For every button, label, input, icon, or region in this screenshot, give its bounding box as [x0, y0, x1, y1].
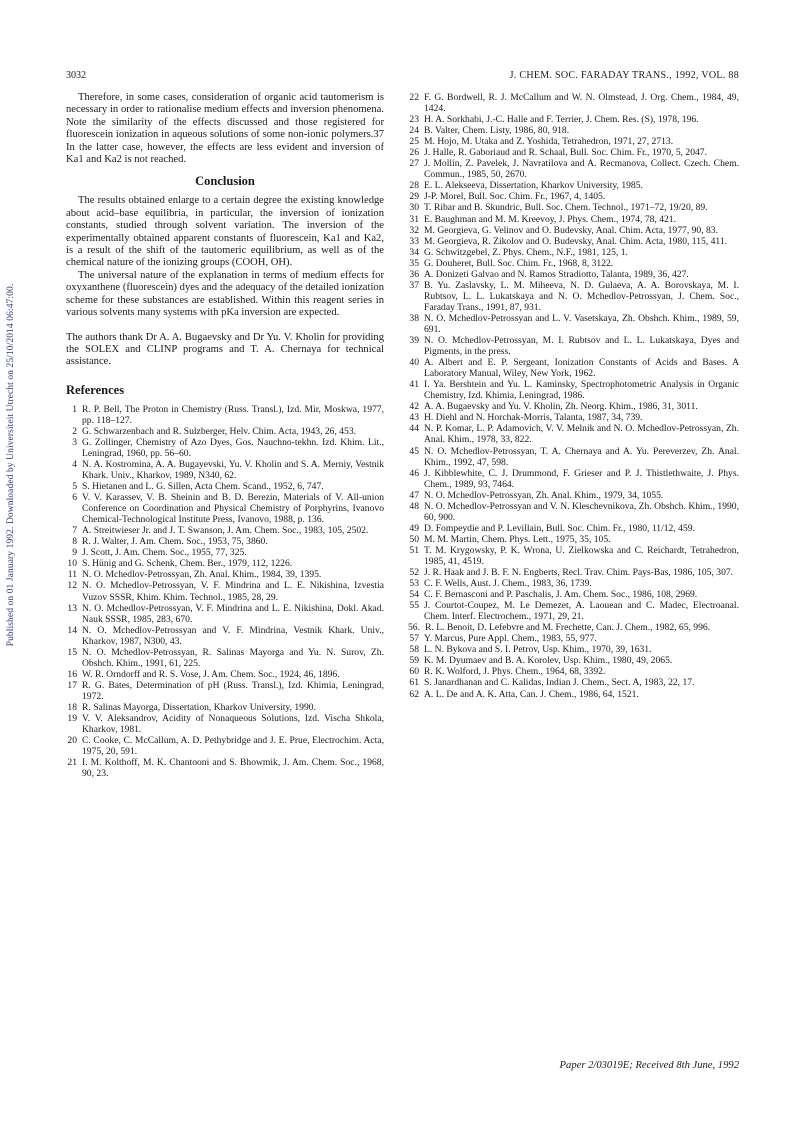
reference-item: [408, 622, 739, 633]
reference-item: [408, 689, 739, 700]
acknowledgement: The authors thank Dr A. A. Bugaevsky and Dr Yu. V. Kholin for providing the SOLEX and CLINP programs and T. A. Chernaya for technical assistance.: [66, 331, 384, 368]
reference-text: R. P. Bell, The Proton in Chemistry (Russ. Transl.), Izd. Mir, Moskwa, 1977, pp. 118–127.: [82, 403, 384, 426]
reference-item: [408, 247, 739, 258]
reference-text: N. O. Mchedlov-Petrossyan, Zh. Anal. Khim., 1984, 39, 1395.: [82, 569, 322, 581]
reference-text: C. Cooke, C. McCallum, A. D. Pethybridge and J. E. Prue, Electrochim. Acta, 1975, 20, 591.: [82, 735, 384, 758]
reference-item: [66, 680, 384, 702]
reference-text: T. Ribar and B. Skundric, Bull. Soc. Chem. Technol., 1971–72, 19/20, 89.: [424, 202, 708, 214]
reference-item: [408, 534, 739, 545]
reference-number: 13: [67, 602, 77, 614]
reference-text: N. O. Mchedlov-Petrossyan, M. I. Rubtsov and L. L. Lukatskaya, Dyes and Pigments, in the press.: [424, 335, 739, 358]
reference-item: [408, 136, 739, 147]
reference-number: 39: [409, 335, 419, 347]
reference-number: 40: [409, 357, 419, 369]
conclusion-heading: Conclusion: [195, 174, 255, 189]
reference-number: 19: [67, 713, 77, 725]
reference-item: [66, 603, 384, 625]
reference-item: [408, 379, 739, 401]
reference-text: G. Douheret, Bull. Soc. Chim. Fr., 1968, 8, 3122.: [424, 257, 614, 269]
reference-text: J. Halle, R. Gaboriaud and R. Schaal, Bull. Soc. Chim. Fr., 1970, 5, 2047.: [424, 147, 707, 159]
reference-text: G. Schwarzenbach and R. Sulzberger, Helv. Chim. Acta, 1943, 26, 453.: [82, 425, 357, 437]
reference-text: I. Ya. Bershtein and Yu. L. Kaminsky, Spectrophotometric Analysis in Organic Chemistry, Izd. Khimia, Leningrad, 1986.: [424, 379, 739, 402]
reference-text: N. O. Mchedlov-Petrossyan, Zh. Anal. Khim., 1979, 34, 1055.: [424, 489, 664, 501]
reference-text: N. O. Mchedlov-Petrossyan, V. F. Mindrina and L. E. Nikishina, Izvestia Vuzov SSSR, Khim. Khim. Technol., 1985, 28, 29.: [82, 580, 384, 603]
reference-number: 48: [409, 500, 419, 512]
reference-item: [408, 446, 739, 468]
reference-list-right: [408, 92, 739, 700]
reference-item: [66, 580, 384, 602]
reference-text: F. G. Bordwell, R. J. McCallum and W. N. Olmstead, J. Org. Chem., 1984, 49, 1424.: [424, 92, 739, 115]
reference-item: [408, 158, 739, 180]
paragraph-tautomerism: Therefore, in some cases, consideration of organic acid tautomerism is necessary in order to rationalise medium effects and inversion phenomena. Note the similarity of the effects discussed and those registered for fluorescein ionization in aqueous solutions of some non-ionic polymers.37 In the latter case, however, the effects are less evident and inversion of Ka1 and Ka2 is not reached.: [66, 92, 384, 166]
reference-text: J. Scott, J. Am. Chem. Soc., 1955, 77, 325.: [82, 547, 247, 559]
reference-text: E. L. Alekseeva, Dissertation, Kharkov University, 1985.: [424, 180, 643, 192]
reference-text: A. L. De and A. K. Atta, Can. J. Chem., 1986, 64, 1521.: [424, 688, 639, 700]
reference-text: N. O. Mchedlov-Petrossyan and V. F. Mindrina, Vestnik Khark. Univ., Kharkov, 1987, N300, 43.: [82, 624, 384, 647]
reference-number: 38: [409, 312, 419, 324]
right-column: [408, 92, 739, 700]
reference-item: [66, 702, 384, 713]
reference-item: [408, 180, 739, 191]
reference-number: 32: [409, 224, 419, 236]
reference-number: 22: [409, 92, 419, 103]
reference-text: J. Kibblewhite, C. J. Drummond, F. Grieser and P. J. Thistlethwaite, J. Phys. Chem., 1989, 93, 7464.: [424, 467, 739, 490]
reference-number: 8: [72, 536, 77, 548]
reference-text: I. M. Kolthoff, M. K. Chantooni and S. Bhowmik, J. Am. Chem. Soc., 1968, 90, 23.: [82, 757, 384, 780]
reference-item: [408, 523, 739, 534]
reference-item: [408, 655, 739, 666]
reference-item: [408, 214, 739, 225]
reference-number: 62: [409, 688, 419, 700]
reference-number: 1: [72, 403, 77, 415]
reference-item: [408, 357, 739, 379]
reference-item: [66, 558, 384, 569]
reference-text: R. K. Wolford, J. Phys. Chem., 1964, 68, 3392.: [424, 666, 606, 678]
page-header: [66, 70, 739, 84]
reference-number: 2: [72, 425, 77, 437]
reference-text: B. Valter, Chem. Listy, 1986, 80, 918.: [424, 125, 570, 137]
reference-number: 33: [409, 235, 419, 247]
left-column: [66, 92, 384, 779]
reference-item: [408, 147, 739, 158]
reference-item: [408, 92, 739, 114]
reference-item: [66, 757, 384, 779]
reference-item: [66, 437, 384, 459]
reference-item: [408, 125, 739, 136]
reference-number: 55: [409, 600, 419, 612]
reference-item: [408, 677, 739, 688]
download-notice: [4, 250, 18, 680]
references-heading: References: [66, 382, 125, 397]
download-notice-text: Published on 01 January 1992. Downloaded by Universiteit Utrecht on 25/10/2014 06:47:00.: [6, 283, 16, 647]
reference-text: C. F. Bernasconi and P. Paschalis, J. Am. Chem. Soc., 1986, 108, 2969.: [424, 589, 698, 601]
reference-number: 47: [409, 489, 419, 501]
reference-number: 9: [72, 547, 77, 559]
reference-number: 10: [67, 558, 77, 570]
reference-number: 60: [409, 666, 419, 678]
reference-item: [408, 666, 739, 677]
reference-item: [66, 625, 384, 647]
reference-item: [408, 423, 739, 445]
reference-number: 30: [409, 202, 419, 214]
reference-number: 36: [409, 268, 419, 280]
reference-text: D. Fompeydie and P. Levillain, Bull. Soc. Chim. Fr., 1980, 11/12, 459.: [424, 522, 695, 534]
reference-number: 58: [409, 644, 419, 656]
reference-text: W. R. Orndorff and R. S. Vose, J. Am. Chem. Soc., 1924, 46, 1896.: [82, 668, 340, 680]
reference-text: M. Hojo, M. Utaka and Z. Yoshida, Tetrahedron, 1971, 27, 2713.: [424, 136, 674, 148]
reference-text: H. A. Sorkhabi, J.-C. Halle and F. Terrier, J. Chem. Res. (S), 1978, 196.: [424, 114, 699, 126]
reference-item: [408, 191, 739, 202]
reference-number: 5: [72, 481, 77, 493]
reference-number: 29: [409, 191, 419, 203]
reference-number: 6: [72, 492, 77, 504]
reference-item: [66, 547, 384, 558]
reference-number: 37: [409, 279, 419, 291]
reference-text: A. A. Bugaevsky and Yu. V. Kholin, Zh. Neorg. Khim., 1986, 31, 3011.: [424, 401, 698, 413]
reference-text: K. M. Dyumaev and B. A. Korolev, Usp. Khim., 1980, 49, 2065.: [424, 655, 673, 667]
reference-text: J. Mollin, Z. Pavelek, J. Navratilova and A. Recmanova, Collect. Czech. Chem. Commun., 1985, 50, 2670.: [424, 158, 739, 181]
reference-number: 51: [409, 544, 419, 556]
reference-number: 61: [409, 677, 419, 689]
page-number: 3032: [66, 70, 86, 81]
reference-text: S. Hünig and G. Schenk, Chem. Ber., 1979, 112, 1226.: [82, 558, 293, 570]
reference-text: R. G. Bates, Determination of pH (Russ. Transl.), Izd. Khimia, Leningrad, 1972.: [82, 679, 384, 702]
reference-number: 3: [72, 436, 77, 448]
reference-text: G. Schwitzgebel, Z. Phys. Chem., N.F., 1981, 125, 1.: [424, 246, 628, 258]
reference-number: 4: [72, 458, 77, 470]
reference-item: [408, 313, 739, 335]
reference-item: [66, 647, 384, 669]
reference-text: N. A. Kostromina, A. A. Bugayevski, Yu. V. Kholin and S. A. Merniy, Vestnik Khark. Univ., Kharkov, 1989, N340, 62.: [82, 458, 384, 481]
reference-item: [408, 258, 739, 269]
reference-item: [408, 490, 739, 501]
reference-text: B. Yu. Zaslavsky, L. M. Miheeva, N. D. Gulaeva, A. A. Borovskaya, M. I. Rubtsov, L. L. Lukatskaya and N. O. Mchedlov-Petrossyan, J. Chem. Soc., Faraday Trans., 1991, 87, 931.: [424, 279, 739, 313]
reference-text: N. O. Mchedlov-Petrossyan, V. F. Mindrina and L. E. Nikishina, Dokl. Akad. Nauk SSSR, 1985, 283, 670.: [82, 602, 384, 625]
reference-text: A. Albert and E. P. Sergeant, Ionization Constants of Acids and Bases. A Laboratory Manual, Wiley, New York, 1962.: [424, 357, 739, 380]
reference-number: 44: [409, 423, 419, 435]
reference-number: 50: [409, 533, 419, 545]
reference-text: V. V. Aleksandrov, Acidity of Nonaqueous Solutions, Izd. Vischa Shkola, Kharkov, 1981.: [82, 713, 384, 736]
reference-text: J. Courtot-Coupez, M. Le Demezet, A. Laouean and C. Madec, Electroanal. Chem. Interf. Electrochem., 1971, 29, 21.: [424, 600, 739, 623]
reference-text: C. F. Wells, Aust. J. Chem., 1983, 36, 1739.: [424, 578, 592, 590]
reference-item: [408, 644, 739, 655]
reference-number: 53: [409, 578, 419, 590]
reference-number: 41: [409, 379, 419, 391]
reference-item: [66, 492, 384, 525]
reference-text: M. Georgieva, G. Velinov and O. Budevsky, Anal. Chim. Acta, 1977, 90, 83.: [424, 224, 719, 236]
reference-number: 23: [409, 114, 419, 126]
reference-item: [408, 567, 739, 578]
reference-number: 59: [409, 655, 419, 667]
reference-number: 18: [67, 701, 77, 713]
reference-text: M. M. Martin, Chem. Phys. Lett., 1975, 35, 105.: [424, 533, 611, 545]
reference-number: 52: [409, 567, 419, 579]
reference-item: [408, 412, 739, 423]
reference-text: M. Georgieva, R. Zikolov and O. Budevsky, Anal. Chim. Acta, 1980, 115, 411.: [424, 235, 728, 247]
reference-text: L. N. Bykova and S. I. Petrov, Usp. Khim., 1970, 39, 1631.: [424, 644, 652, 656]
reference-text: S. Hietanen and L. G. Sillen, Acta Chem. Scand., 1952, 6, 747.: [82, 481, 324, 493]
reference-text: R. J. Walter, J. Am. Chem. Soc., 1953, 75, 3860.: [82, 536, 268, 548]
reference-item: [408, 225, 739, 236]
reference-number: 42: [409, 401, 419, 413]
reference-item: [408, 600, 739, 622]
reference-text: T. M. Krygowsky, P. K. Wrona, U. Zielkowska and C. Reichardt, Tetrahedron, 1985, 41, 4519.: [424, 544, 739, 567]
reference-number: 34: [409, 246, 419, 258]
reference-text: J. R. Haak and J. B. F. N. Engberts, Recl. Trav. Chim. Pays-Bas, 1986, 105, 307.: [424, 567, 734, 579]
reference-item: [66, 459, 384, 481]
reference-list-left: [66, 404, 384, 780]
reference-text: Y. Marcus, Pure Appl. Chem., 1983, 55, 977.: [424, 633, 597, 645]
reference-item: [66, 404, 384, 426]
reference-text: A. Streitwieser Jr. and J. T. Swanson, J. Am. Chem. Soc., 1983, 105, 2502.: [82, 525, 369, 537]
reference-text: N. O. Mchedlov-Petrossyan, T. A. Chernaya and A. Yu. Pereverzev, Zh. Anal. Khim., 1992, 47, 598.: [424, 445, 739, 468]
reference-item: [66, 525, 384, 536]
reference-number: 20: [67, 735, 77, 747]
reference-number: 7: [72, 525, 77, 537]
reference-item: [408, 545, 739, 567]
reference-text: R. Salinas Mayorga, Dissertation, Kharkov University, 1990.: [82, 701, 316, 713]
reference-text: N. O. Mchedlov-Petrossyan, R. Salinas Mayorga and Yu. N. Surov, Zh. Obshch. Khim., 1991, 61, 225.: [82, 646, 384, 669]
reference-item: [66, 426, 384, 437]
reference-number: 56.: [408, 622, 420, 634]
reference-text: S. Janardhanan and C. Kalidas, Indian J. Chem., Sect. A, 1983, 22, 17.: [424, 677, 695, 689]
reference-number: 28: [409, 180, 419, 192]
reference-item: [408, 401, 739, 412]
reference-item: [408, 468, 739, 490]
reference-number: 35: [409, 257, 419, 269]
reference-item: [408, 236, 739, 247]
reference-item: [66, 569, 384, 580]
reference-number: 46: [409, 467, 419, 479]
reference-item: [408, 269, 739, 280]
reference-item: [408, 335, 739, 357]
reference-text: N. O. Mchedlov-Petrossyan and L. V. Vasetskaya, Zh. Obshch. Khim., 1989, 59, 691.: [424, 312, 739, 335]
reference-item: [408, 633, 739, 644]
reference-number: 49: [409, 522, 419, 534]
reference-number: 16: [67, 668, 77, 680]
reference-number: 12: [67, 580, 77, 592]
reference-text: G. Zollinger, Chemistry of Azo Dyes, Gos. Nauchno-tekhn. Izd. Khim. Lit., Leningrad, 1960, pp. 56–60.: [82, 436, 384, 459]
reference-item: [408, 501, 739, 523]
reference-number: 31: [409, 213, 419, 225]
reference-item: [408, 280, 739, 313]
received-line: Paper 2/03019E; Received 8th June, 1992: [559, 1060, 739, 1071]
reference-number: 27: [409, 158, 419, 170]
reference-item: [66, 481, 384, 492]
reference-number: 21: [67, 757, 77, 769]
reference-text: V. V. Karassev, V. B. Sheinin and B. D. Berezin, Materials of V. All-union Conference on Coordination and Physical Chemistry of Porphyrins, Ivanovo Chemical-Technological Institute Press, Ivanovo, 1988, p. 136.: [82, 492, 384, 526]
reference-text: A. Donizeti Galvao and N. Ramos Stradiotto, Talanta, 1989, 36, 427.: [424, 268, 689, 280]
reference-item: [66, 735, 384, 757]
reference-number: 14: [67, 624, 77, 636]
reference-text: J-P. Morel, Bull. Soc. Chim. Fr., 1967, 4, 1405.: [424, 191, 606, 203]
reference-text: N. P. Komar, L. P. Adamovich, V. V. Melnik and N. O. Mchedlov-Petrossyan, Zh. Anal. Khim., 1978, 33, 822.: [424, 423, 739, 446]
reference-item: [66, 669, 384, 680]
reference-number: 24: [409, 125, 419, 137]
journal-title: J. CHEM. SOC. FARADAY TRANS., 1992, VOL. 88: [509, 70, 739, 81]
reference-text: R. L. Benoit, D. Lefebvre and M. Frechette, Can. J. Chem., 1982, 65, 996.: [425, 622, 711, 634]
reference-number: 17: [67, 679, 77, 691]
reference-text: E. Baughman and M. M. Kreevoy, J. Phys. Chem., 1974, 78, 421.: [424, 213, 676, 225]
reference-text: H. Diehl and N. Horchak-Morris, Talanta, 1987, 34, 739.: [424, 412, 643, 424]
reference-number: 26: [409, 147, 419, 159]
paragraph-conclusion-1: The results obtained enlarge to a certain degree the existing knowledge about acid–base equilibria, in particular, the inversion of ionization constants, studied through solvent variation. The inversion of the experimentally obtained apparent constants of fluorescein, Ka1 and Ka2, is a result of the shift of the tautomeric equilibrium, as well as of the chemical nature of the ionizing groups (COOH, OH).: [66, 195, 384, 269]
reference-number: 45: [409, 445, 419, 457]
reference-number: 15: [67, 646, 77, 658]
reference-number: 43: [409, 412, 419, 424]
reference-number: 25: [409, 136, 419, 148]
reference-item: [66, 536, 384, 547]
reference-number: 11: [67, 569, 77, 581]
reference-item: [408, 578, 739, 589]
reference-item: [66, 713, 384, 735]
reference-item: [408, 589, 739, 600]
reference-text: N. O. Mchedlov-Petrossyan and V. N. Kleschevnikova, Zh. Obshch. Khim., 1990, 60, 900.: [424, 500, 739, 523]
reference-number: 57: [409, 633, 419, 645]
paragraph-conclusion-2: The universal nature of the explanation in terms of medium effects for oxyxanthene (fluorescein) dyes and the adequacy of the detailed ionization scheme for these substances are established. Within this reagent series in various solvents many systems with pKa inversion are expected.: [66, 269, 384, 319]
reference-item: [408, 202, 739, 213]
reference-item: [408, 114, 739, 125]
reference-number: 54: [409, 589, 419, 601]
